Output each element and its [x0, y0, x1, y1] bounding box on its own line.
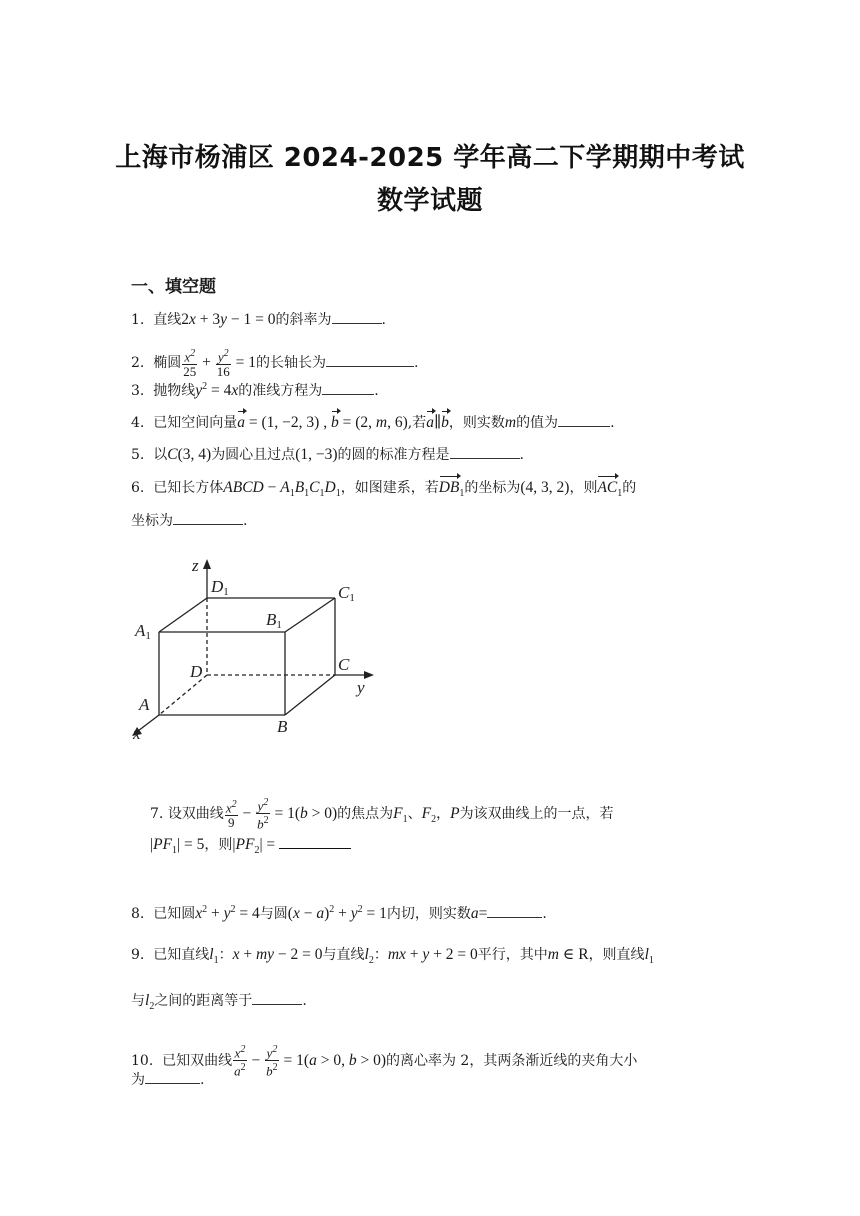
question-6: 6. 已知长方体ABCD − $A_1B_1C_1D_1$，如图建系，若$DB_1$的坐标为(4, 3, 2)，则$AC_1$的 — [131, 479, 637, 500]
answer-blank — [145, 1069, 200, 1084]
answer-blank — [450, 444, 520, 459]
question-9: 9. 已知直线$l_1$：x + my − 2 = 0与直线$l_2$：mx + y + 2 = 0平行，其中m ∈ R，则直线$l_1$ — [131, 946, 654, 967]
question-2: 2. 椭圆 $\frac{x^2}{25}$ + $\frac{y^2}{16}$ = 1的长轴长为 . — [131, 348, 419, 380]
q7-pf1: $|PF_1| = 5$ — [150, 836, 205, 857]
q7-pf2: $|PF_2|$ = — [232, 836, 280, 857]
answer-blank — [487, 903, 542, 918]
question-1: 1. 直线2x + 3y − 1 = 0的斜率为 . — [131, 311, 386, 328]
answer-blank — [279, 834, 351, 849]
answer-blank — [173, 510, 243, 525]
q4-parallel: a∥b — [426, 414, 449, 431]
q9-line-1: x + my − 2 = 0 — [232, 946, 323, 963]
q6-coordinates: (4, 3, 2) — [520, 479, 570, 496]
axis-label-y: y — [357, 678, 365, 697]
question-8: 8. 已知圆$x^2 + y^2 = 4$与圆$(x - a)^2 + y^2 = 1$内切，则实数a= . — [131, 904, 547, 923]
cuboid-figure — [128, 555, 378, 745]
q9-line-2: mx + y + 2 = 0 — [387, 946, 478, 963]
exam-title: 上海市杨浦区 2024-2025 学年高二下学期期中考试 — [115, 143, 745, 173]
question-3: 3. 抛物线$y^2 = 4x$的准线方程为 . — [131, 381, 379, 400]
vertex-label-a: A — [139, 695, 150, 714]
vertex-label-c1: C1 — [338, 583, 355, 604]
question-5: 5. 以C(3, 4)为圆心且过点(1, −3)的圆的标准方程是 . — [131, 446, 524, 463]
question-10-cont: 为 . — [131, 1069, 204, 1090]
answer-blank — [558, 412, 610, 427]
q6-vector-ac1: $AC_1$ — [597, 479, 623, 500]
exam-subtitle: 数学试题 — [376, 186, 483, 216]
q4-vectors: a = (1, −2, 3) , b = (2, m, 6) — [237, 414, 408, 431]
vertex-label-d1: D1 — [211, 577, 229, 598]
axis-label-x: x — [133, 724, 141, 743]
question-9-cont: 与$l_2$之间的距离等于 . — [131, 992, 307, 1013]
axis-label-z: z — [192, 556, 199, 575]
q10-fraction-x: $\frac{x^2}{a^2}$ — [234, 1044, 246, 1079]
question-4: 4. 已知空间向量a = (1, −2, 3) , b = (2, m, 6),若a∥b，则实数m的值为 . — [131, 414, 615, 431]
question-7: 7. 设双曲线 $\frac{x^2}{9}$ − $\frac{y^2}{b^2}$ = 1(b > 0)的焦点为$F_1$、$F_2$，P为该双曲线上的一点，若 — [150, 797, 614, 832]
q1-equation: 2x + 3y − 1 = 0 — [181, 311, 276, 328]
q6-vector-db1: $DB_1$ — [438, 479, 465, 500]
answer-blank — [326, 352, 414, 367]
answer-blank — [332, 309, 382, 324]
q7-fraction-y: $\frac{y^2}{b^2}$ — [257, 797, 269, 832]
question-10: 10. 已知双曲线 $\frac{x^2}{a^2}$ − $\frac{y^2}{b^2}$ = 1(a > 0, b > 0)的离心率为 2，其两条渐近线的夹角大小 — [131, 1044, 638, 1079]
q10-fraction-y: $\frac{y^2}{b^2}$ — [266, 1044, 278, 1079]
q7-fraction-x: $\frac{x^2}{9}$ — [225, 798, 237, 830]
question-6-cont: 坐标为 . — [131, 510, 247, 531]
q2-fraction-y: $\frac{y^2}{16}$ — [216, 348, 230, 380]
q2-fraction-x: $\frac{x^2}{25}$ — [183, 348, 197, 380]
section-heading: 一、填空题 — [131, 277, 216, 297]
q8-circle-2: $(x - a)^2 + y^2 = 1$ — [287, 904, 387, 923]
vertex-label-c: C — [338, 655, 350, 674]
vertex-label-d: D — [190, 662, 203, 681]
answer-blank — [252, 990, 302, 1005]
q5-point: (1, −3) — [295, 446, 338, 463]
vertex-label-b1: B1 — [266, 610, 282, 631]
q6-box: ABCD − $A_1B_1C_1D_1$ — [223, 479, 341, 500]
question-7-cont: $|PF_1| = 5$，则$|PF_2|$ = — [150, 834, 351, 861]
q3-equation: $y^2 = 4x$ — [195, 381, 239, 400]
q5-center: C(3, 4) — [167, 446, 212, 463]
vertex-label-a1: A1 — [135, 621, 151, 642]
answer-blank — [322, 380, 374, 395]
vertex-label-b: B — [277, 717, 288, 736]
q8-circle-1: $x^2 + y^2 = 4$ — [195, 904, 260, 923]
